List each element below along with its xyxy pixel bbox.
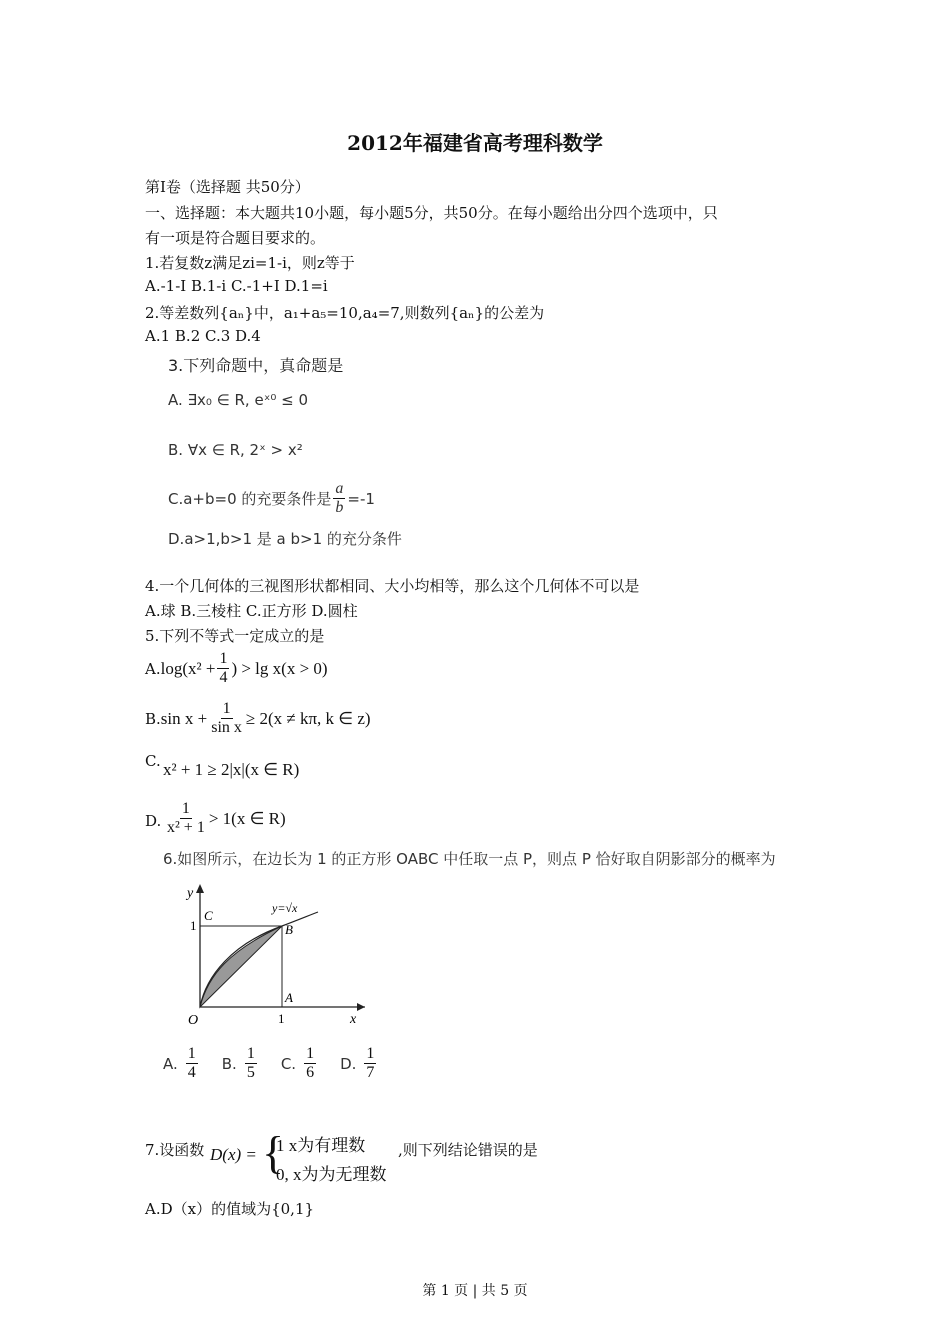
x-tick-label: 1: [278, 1011, 285, 1026]
q3-c-fraction: [333, 480, 345, 517]
question-3-option-a: A. ∃x₀ ∈ R, eˣ⁰ ≤ 0: [168, 391, 309, 409]
point-c-label: C: [204, 908, 213, 923]
q5-b-fraction: [209, 700, 244, 737]
q6-option-denominator: 7: [366, 1064, 375, 1081]
q5-a-suffix: ) > lg x(x > 0): [231, 658, 328, 678]
curve-label: y=√x: [272, 901, 298, 915]
question-7-prefix: 7.设函数: [145, 1141, 205, 1159]
question-4-options: A.球 B.三棱柱 C.正方形 D.圆柱: [145, 602, 358, 620]
q6-option-fraction: [304, 1045, 316, 1082]
q6-option-label: D.: [340, 1054, 357, 1073]
q5-d-label: D.: [145, 812, 162, 830]
question-5-option-c: x² + 1 ≥ 2|x|(x ∈ R): [163, 760, 300, 779]
q5-a-denominator: 4: [219, 669, 228, 686]
question-3-option-d: D.a>1,b>1 是 a b>1 的充分条件: [168, 530, 402, 548]
q5-d-suffix: > 1(x ∈ R): [208, 808, 286, 828]
q6-option-2: [281, 1045, 318, 1082]
q5-b-label: B.: [145, 709, 161, 728]
q6-option-label: C.: [280, 1054, 297, 1073]
intro-line-1: 一、选择题：本大题共10小题，每小题5分，共50分。在每小题给出分四个选项中，只: [145, 204, 718, 222]
question-7-function: D(x) =: [210, 1145, 257, 1164]
q6-option-denominator: 5: [246, 1064, 255, 1081]
q5-d-fraction: [165, 800, 207, 837]
q6-option-label: A.: [163, 1054, 178, 1073]
question-7-case-2: 0, x为为无理数: [276, 1165, 387, 1184]
brace-icon: {: [262, 1127, 285, 1178]
q6-option-fraction: [186, 1045, 198, 1082]
y-tick-label: 1: [190, 918, 197, 933]
q3-c-numerator: a: [335, 480, 344, 497]
q5-a-label: A.: [145, 659, 161, 678]
q6-option-0: [163, 1045, 200, 1082]
q5-d-numerator: 1: [181, 800, 190, 817]
origin-label: O: [188, 1013, 199, 1028]
question-5-option-a: [145, 650, 328, 687]
question-3: 3.下列命题中，真命题是: [168, 356, 344, 375]
x-axis-label: x: [350, 1012, 357, 1027]
question-7-suffix: ,则下列结论错误的是: [398, 1141, 538, 1159]
point-b-label: B: [285, 922, 293, 937]
q5-c-label: C.: [145, 752, 161, 770]
question-3-option-b: B. ∀x ∈ R, 2ˣ > x²: [168, 441, 303, 459]
q5-b-denominator: sin x: [211, 719, 242, 736]
question-2-options: A.1 B.2 C.3 D.4: [145, 327, 261, 345]
q5-d-denominator: x² + 1: [167, 819, 205, 836]
q5-a-fraction: [217, 650, 229, 687]
q6-option-fraction: [245, 1045, 257, 1082]
q5-b-numerator: 1: [222, 700, 231, 717]
question-7-option-a: A.D（x）的值域为{0,1}: [145, 1200, 315, 1218]
shaded-region: [200, 926, 282, 1007]
q6-option-denominator: 6: [306, 1064, 315, 1081]
intro-line-2: 有一项是符合题目要求的。: [145, 229, 326, 247]
question-1: 1.若复数z满足zi=1-i，则z等于: [145, 254, 355, 272]
question-7-case-1: 1 x为有理数: [276, 1136, 366, 1155]
q6-option-numerator: 1: [187, 1045, 196, 1062]
question-6-figure: [160, 880, 380, 1030]
question-4: 4.一个几何体的三视图形状都相同、大小均相等，那么这个几何体不可以是: [145, 577, 640, 595]
question-2: 2.等差数列{aₙ}中，a₁+a₅=10,a₄=7,则数列{aₙ}的公差为: [145, 304, 545, 322]
section-header: 第Ⅰ卷（选择题 共50分）: [145, 178, 310, 196]
question-5-option-b: [145, 700, 371, 737]
point-a-label: A: [285, 990, 293, 1005]
q6-option-fraction: [364, 1045, 376, 1082]
question-6-options: [163, 1045, 378, 1082]
page-title: 2012年福建省高考理科数学: [347, 131, 603, 155]
question-1-options: A.-1-I B.1-i C.-1+I D.1=i: [145, 277, 328, 295]
q6-option-label: B.: [221, 1054, 237, 1073]
question-5-option-d: [163, 800, 286, 837]
question-5: 5.下列不等式一定成立的是: [145, 627, 325, 645]
question-6: 6.如图所示，在边长为 1 的正方形 OABC 中任取一点 P，则点 P 恰好取自阴影部分的概率为: [163, 850, 776, 868]
q3-c-suffix: =-1: [347, 489, 375, 508]
q6-option-numerator: 1: [366, 1045, 375, 1062]
question-3-option-c: [168, 480, 375, 517]
q6-option-1: [222, 1045, 259, 1082]
q6-option-denominator: 4: [187, 1064, 196, 1081]
q6-option-3: [340, 1045, 378, 1082]
q6-option-numerator: 1: [306, 1045, 315, 1062]
x-axis-arrow-icon: [357, 1003, 365, 1011]
q5-a-numerator: 1: [219, 650, 228, 667]
q3-c-denominator: b: [335, 499, 344, 516]
q3-c-prefix: C.a+b=0 的充要条件是: [168, 490, 332, 508]
q5-a-prefix: log(x² +: [160, 658, 216, 678]
q6-option-numerator: 1: [246, 1045, 255, 1062]
q5-b-suffix: ≥ 2(x ≠ kπ, k ∈ z): [245, 708, 371, 728]
y-axis-label: y: [187, 886, 194, 901]
y-axis-arrow-icon: [196, 884, 204, 893]
q5-b-prefix: sin x +: [160, 708, 208, 728]
page-footer: 第 1 页 | 共 5 页: [422, 1283, 528, 1299]
